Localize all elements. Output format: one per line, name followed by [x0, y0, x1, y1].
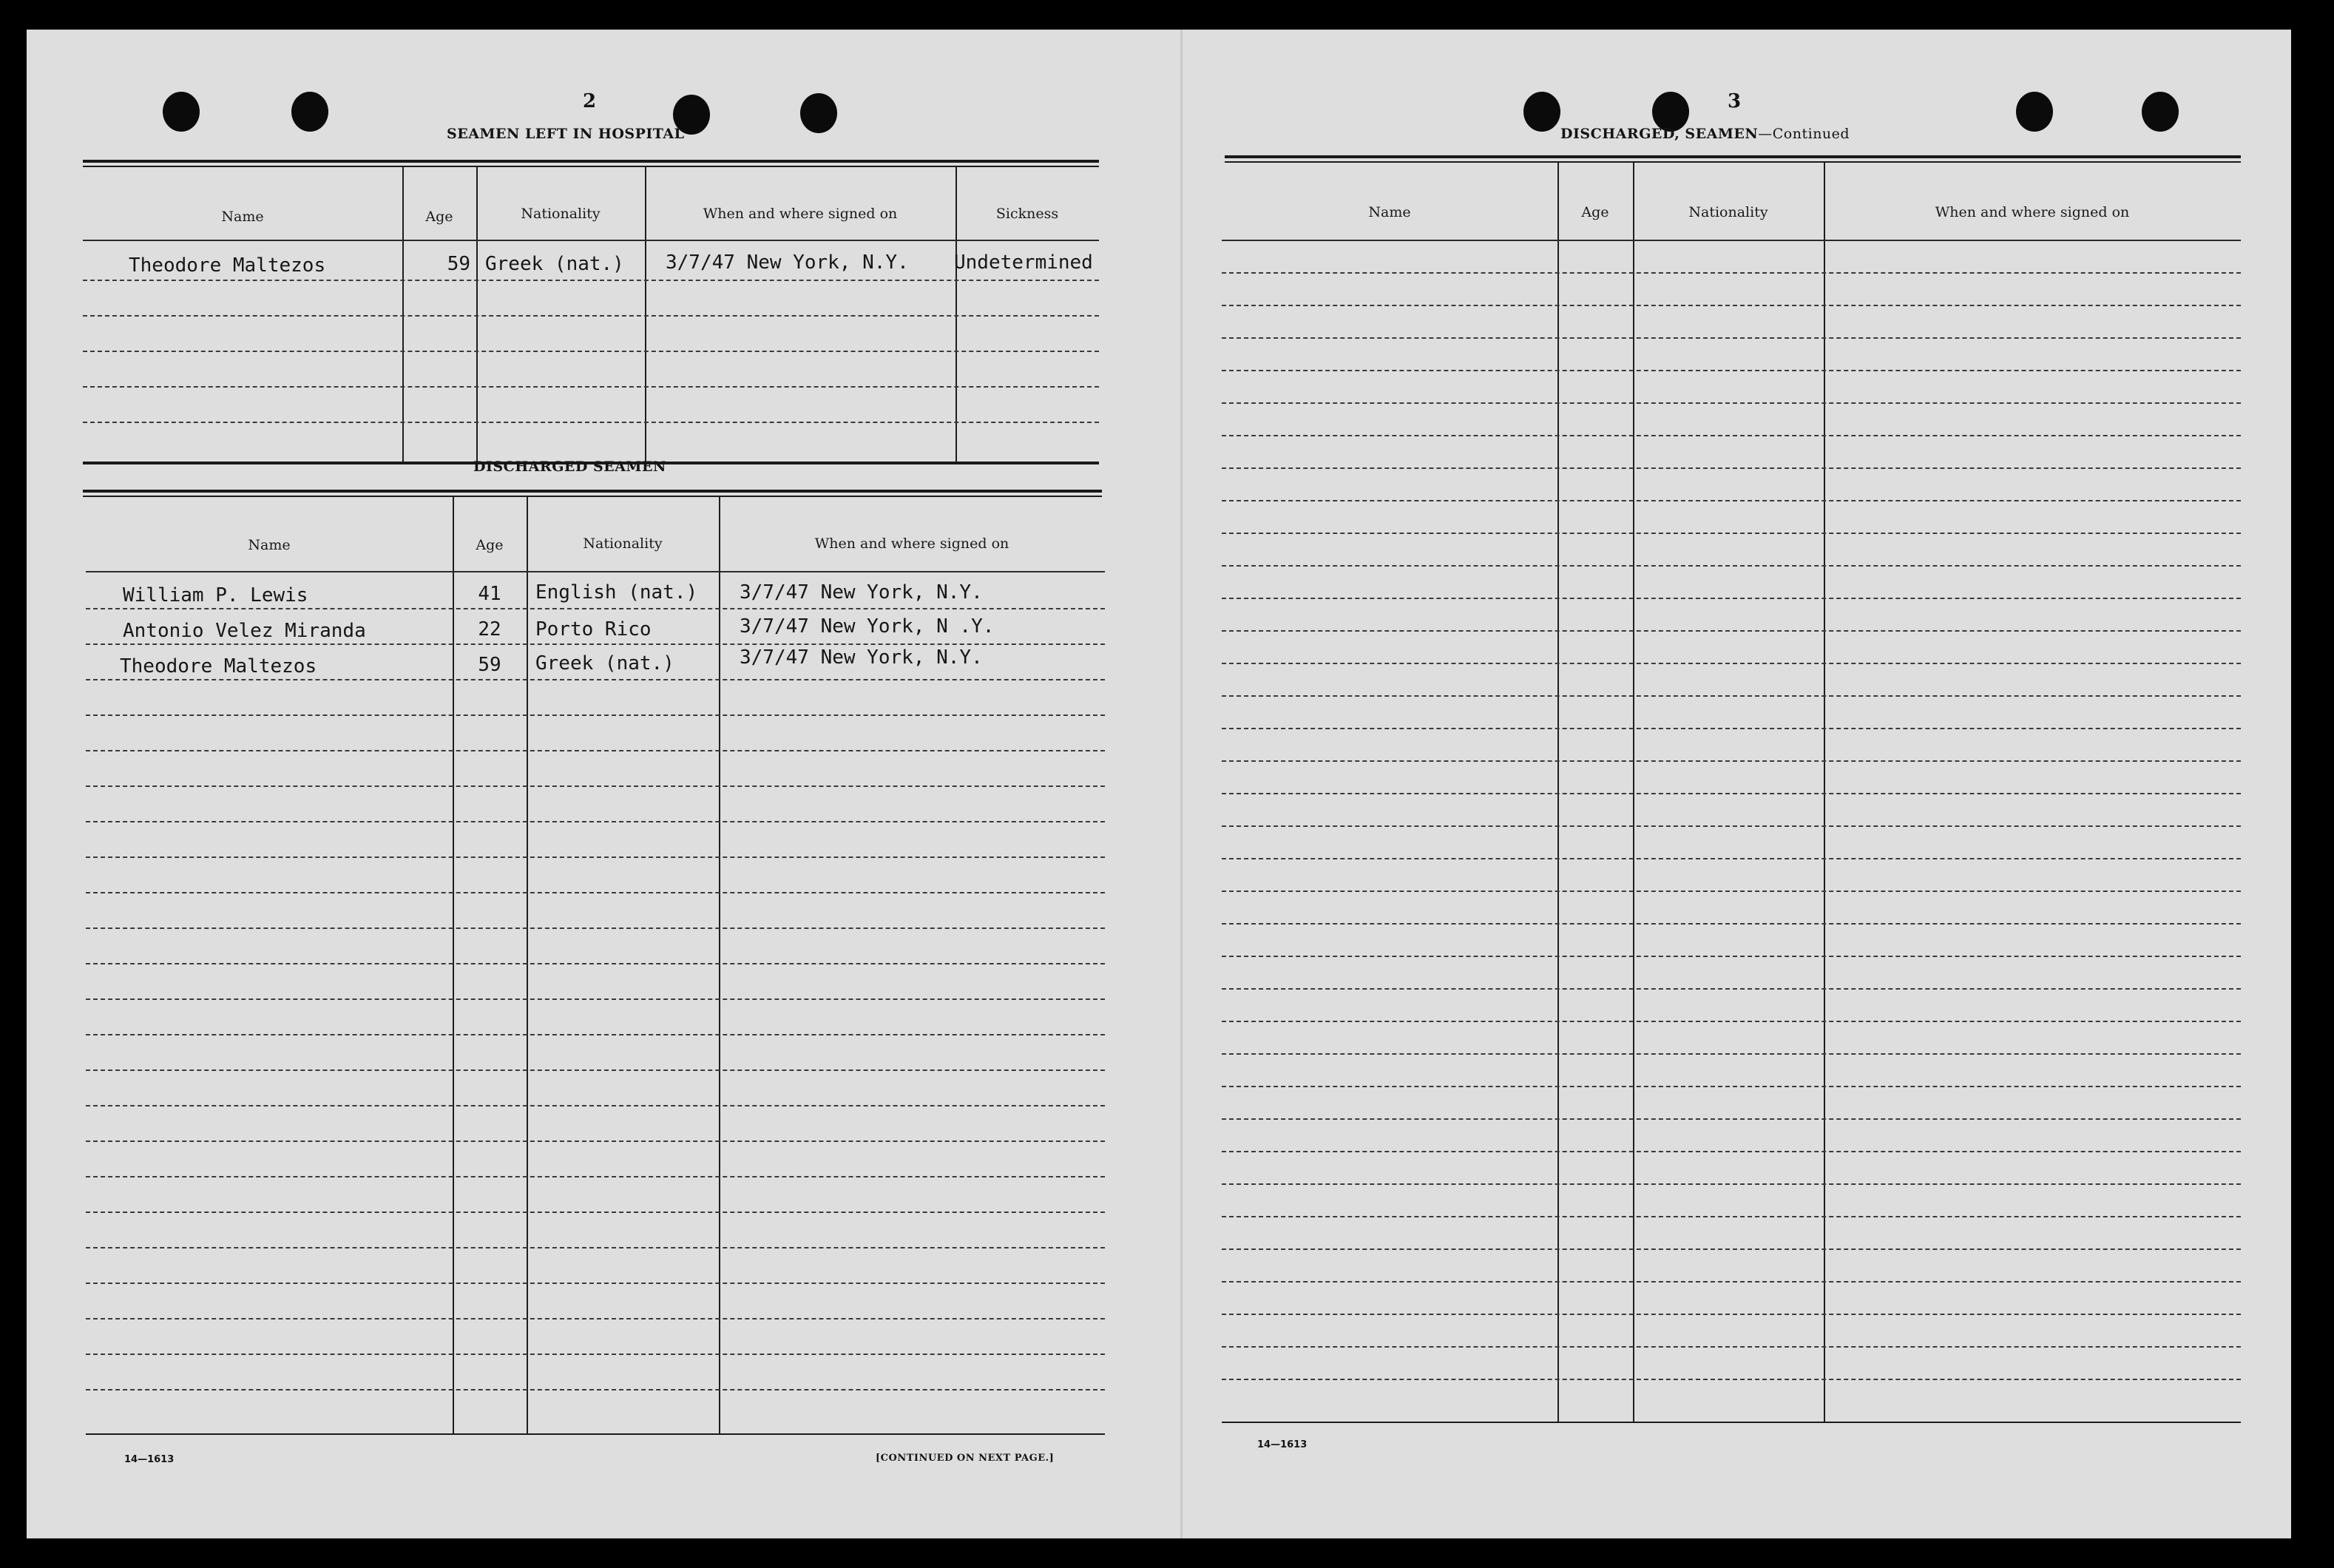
row-line	[86, 1247, 1105, 1248]
column-divider	[527, 497, 528, 1433]
row-line	[1222, 1151, 2241, 1152]
row-line	[1222, 598, 2241, 599]
row-line	[86, 785, 1105, 787]
row-line	[1222, 858, 2241, 859]
row-line	[83, 315, 1099, 317]
punch-hole	[800, 93, 837, 133]
column-header-name: Name	[248, 537, 291, 553]
cell-signed-on: 3/7/47 New York, N.Y.	[666, 251, 909, 274]
column-header-signed-on: When and where signed on	[703, 206, 898, 222]
page-number: 3	[1728, 90, 1742, 112]
column-header-name: Name	[221, 209, 264, 225]
row-line	[86, 998, 1105, 1000]
punch-hole	[291, 92, 328, 132]
row-line	[1222, 500, 2241, 501]
row-line	[1222, 435, 2241, 436]
row-line	[1222, 533, 2241, 534]
footer-rule	[86, 1433, 1105, 1435]
row-line	[1222, 1053, 2241, 1055]
cell-age: 22	[478, 618, 501, 641]
row-line	[1222, 1346, 2241, 1348]
row-line	[1222, 728, 2241, 729]
row-line	[1222, 1021, 2241, 1022]
row-line	[1222, 305, 2241, 306]
row-line	[1222, 1183, 2241, 1185]
punch-hole	[2016, 92, 2053, 132]
column-divider	[719, 497, 720, 1433]
column-header-nationality: Nationality	[521, 206, 601, 222]
row-line	[86, 927, 1105, 929]
row-line	[1222, 923, 2241, 925]
row-line	[86, 892, 1105, 893]
cell-age: 59	[447, 253, 470, 275]
column-header-nationality: Nationality	[1688, 204, 1768, 220]
row-line	[83, 386, 1099, 388]
row-line	[83, 422, 1099, 423]
form-number: 14—1613	[124, 1454, 175, 1465]
row-line	[86, 1283, 1105, 1284]
row-line	[1222, 1118, 2241, 1120]
column-header-age: Age	[476, 537, 504, 553]
row-line	[86, 1389, 1105, 1390]
discharged-continued-table	[1222, 163, 2241, 1422]
row-line	[86, 1034, 1105, 1035]
header-underline	[86, 571, 1105, 572]
row-line	[1222, 337, 2241, 339]
cell-sickness: Undetermined	[954, 251, 1093, 274]
row-line	[1222, 793, 2241, 794]
punch-hole	[163, 92, 200, 132]
column-header-age: Age	[425, 209, 453, 225]
column-divider	[1557, 163, 1559, 1422]
row-line	[86, 1212, 1105, 1213]
cell-signed-on: 3/7/47 New York, N.Y.	[740, 581, 983, 604]
cell-age: 41	[478, 583, 501, 605]
row-line	[1222, 1086, 2241, 1087]
row-line	[1222, 402, 2241, 404]
row-line	[83, 351, 1099, 352]
header-underline	[83, 240, 1099, 241]
row-line	[1222, 1314, 2241, 1315]
form-number: 14—1613	[1257, 1439, 1308, 1450]
row-line	[86, 750, 1105, 751]
row-line	[86, 963, 1105, 964]
row-line	[1222, 565, 2241, 567]
cell-name: William P. Lewis	[123, 584, 308, 606]
punch-hole	[1523, 92, 1560, 132]
cell-nationality: Porto Rico	[535, 618, 652, 641]
cell-signed-on: 3/7/47 New York, N.Y.	[740, 646, 983, 669]
document-sheet	[27, 30, 2291, 1538]
row-line	[1222, 663, 2241, 664]
punch-hole	[2142, 92, 2179, 132]
row-line	[1222, 467, 2241, 469]
cell-name: Theodore Maltezos	[120, 655, 317, 677]
column-divider	[1824, 163, 1825, 1422]
page-number: 2	[583, 90, 597, 112]
section-title-suffix: —Continued	[1758, 126, 1850, 142]
column-header-age: Age	[1581, 204, 1609, 220]
footer-rule	[1222, 1422, 2241, 1423]
page-fold	[1180, 30, 1183, 1538]
cell-nationality: Greek (nat.)	[485, 253, 624, 275]
row-line	[1222, 630, 2241, 632]
row-line	[1222, 370, 2241, 371]
row-line	[86, 1140, 1105, 1142]
section-title-main: DISCHARGED, SEAMEN	[1560, 126, 1759, 142]
row-line	[83, 280, 1099, 281]
row-line	[1222, 1248, 2241, 1250]
row-line	[1222, 891, 2241, 892]
row-line	[1222, 272, 2241, 274]
header-rule	[83, 160, 1099, 163]
hospital-section-title: SEAMEN LEFT IN HOSPITAL	[447, 126, 685, 142]
cell-nationality: Greek (nat.)	[535, 652, 674, 675]
cell-signed-on: 3/7/47 New York, N .Y.	[740, 615, 995, 638]
header-underline	[1222, 240, 2241, 241]
row-line	[86, 1105, 1105, 1106]
row-line	[86, 643, 1105, 645]
section-title	[1560, 126, 1850, 142]
row-line	[86, 608, 1105, 609]
column-divider	[1633, 163, 1634, 1422]
header-rule	[1225, 155, 2241, 158]
row-line	[86, 1069, 1105, 1071]
discharged-section-title: DISCHARGED SEAMEN	[473, 459, 666, 475]
row-line	[86, 679, 1105, 680]
column-header-signed-on: When and where signed on	[1935, 204, 2130, 220]
row-line	[1222, 695, 2241, 697]
column-header-signed-on: When and where signed on	[814, 535, 1009, 552]
discharged-table	[86, 497, 1105, 1433]
row-line	[1222, 1379, 2241, 1380]
cell-name: Theodore Maltezos	[129, 254, 326, 277]
row-line	[1222, 1216, 2241, 1217]
row-line	[86, 856, 1105, 858]
row-line	[1222, 956, 2241, 957]
row-line	[86, 1354, 1105, 1355]
hospital-table	[83, 167, 1099, 462]
continued-note: [CONTINUED ON NEXT PAGE.]	[876, 1453, 1055, 1464]
header-rule	[83, 490, 1102, 493]
cell-age: 59	[478, 654, 501, 676]
column-header-nationality: Nationality	[583, 535, 663, 552]
cell-nationality: English (nat.)	[535, 581, 698, 604]
row-line	[1222, 988, 2241, 990]
column-header-sickness: Sickness	[995, 206, 1059, 222]
row-line	[1222, 1281, 2241, 1283]
row-line	[1222, 825, 2241, 827]
cell-name: Antonio Velez Miranda	[123, 620, 366, 642]
row-line	[1222, 760, 2241, 762]
row-line	[86, 821, 1105, 822]
column-header-name: Name	[1368, 204, 1411, 220]
row-line	[86, 1318, 1105, 1319]
row-line	[86, 1176, 1105, 1177]
row-line	[86, 714, 1105, 716]
